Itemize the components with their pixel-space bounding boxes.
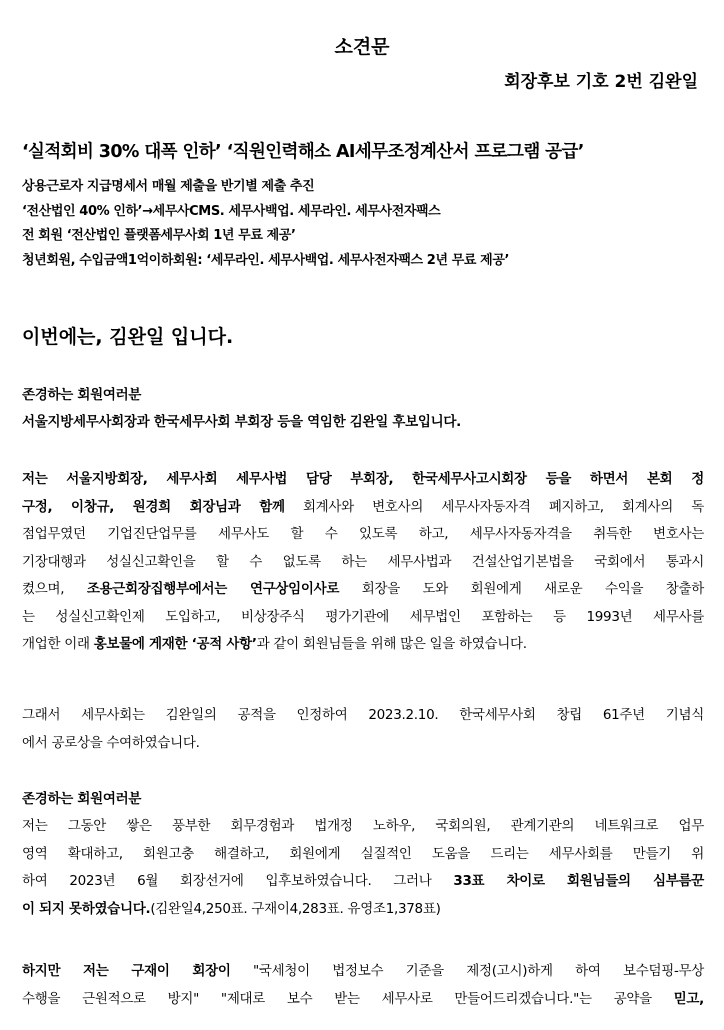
bold-text: 홍보물에 게재한 ‘공적 사항’ [93, 636, 257, 652]
plain-text: 켰으며, [22, 581, 87, 597]
paragraph-line [22, 466, 704, 494]
document-title: 소견문 [334, 36, 390, 58]
plain-text: 회계사와 변호사의 세무사자동자격 폐지하고, 회계사의 독 [284, 498, 704, 515]
paragraph-line [22, 958, 704, 986]
paragraph-line: 기장대행과 성실신고확인을 할 수 없도록 하는 세무사법과 건설산업기본법을 국회에서 통과시 [22, 553, 704, 570]
candidate-line: 회장후보 기호 2번 김완일 [504, 72, 698, 92]
bold-text: 하지만 저는 구재이 회장이 [22, 963, 231, 979]
bold-text: 조용근회장집행부에서는 연구상임이사로 [86, 581, 340, 597]
greeting-section-2 [22, 786, 704, 923]
bold-text: 이 되지 못하였습니다. [22, 900, 151, 917]
plain-text: 회장을 도와 회원에게 새로운 수익을 창출하 [339, 581, 704, 597]
intro-heading: 이번에는, 김완일 입니다. [22, 326, 234, 348]
pledge-item: ‘전산법인 40% 인하’→세무사CMS. 세무사백업. 세무라인. 세무사전자팩스 [22, 203, 441, 219]
paragraph-line: 영역 확대하고, 회원고충 해결하고, 회원에게 실질적인 도움을 드리는 세무사회를 만들기 위 [22, 845, 704, 862]
bold-text: 33표 차이로 회원님들의 심부름꾼 [453, 873, 704, 889]
bold-text: 구정, 이창규, 원경희 회장님과 함께 [22, 498, 285, 515]
paragraph-line: 는 성실신고확인제 도입하고, 비상장주식 평가기관에 세무법인 포함하는 등 1993년 세무사를 [22, 608, 704, 625]
plain-text: 개업한 이래 [22, 636, 94, 652]
greeting-section-1 [22, 382, 704, 436]
paragraph-line: 저는 그동안 쌓은 풍부한 회무경험과 법개정 노하우, 국회의원, 관계기관의 네트워크로 업무 [22, 818, 704, 834]
paragraph-line: 에서 공로상을 수여하였습니다. [22, 734, 200, 751]
paragraph-line [22, 631, 704, 659]
headline-pledge: ‘실적회비 30% 대폭 인하’ ‘직원인력해소 AI세무조정계산서 프로그램 공급’ [22, 142, 584, 162]
pledge-item: 전 회원 ‘전산법인 플랫폼세무사회 1년 무료 제공’ [22, 228, 296, 243]
pledge-item: 청년회원, 수입금액1억이하회원: ‘세무라인. 세무사백업. 세무사전자팩스 2년 무료 제공’ [22, 252, 510, 268]
pledge-item: 상용근로자 지급명세서 매월 제출을 반기별 제출 추진 [22, 179, 315, 194]
however-paragraph [22, 958, 704, 1013]
paragraph-line [22, 494, 704, 522]
pledge-list [22, 175, 712, 273]
award-paragraph [22, 702, 704, 757]
achievements-paragraph [22, 466, 704, 659]
paragraph-line [22, 576, 704, 604]
paragraph-line [22, 896, 704, 924]
plain-text: 과 같이 회원님들을 위해 많은 일을 하였습니다. [256, 636, 527, 652]
paragraph-line: 점업무였던 기업진단업무를 세무사도 할 수 있도록 하고, 세무사자동자격을 취득한 변호사는 [22, 526, 704, 542]
plain-text: (김완일4,250표. 구재이4,283표. 유영조1,378표) [150, 900, 441, 917]
candidate-intro-text: 서울지방세무사회장과 한국세무사회 부회장 등을 역임한 김완일 후보입니다. [22, 414, 461, 430]
salutation: 존경하는 회원여러분 [22, 791, 142, 807]
bold-text: 믿고, [673, 990, 704, 1007]
salutation: 존경하는 회원여러분 [22, 387, 142, 403]
bold-text: 저는 서울지방회장, 세무사회 세무사법 담당 부회장, 한국세무사고시회장 등을 하면서 본회 정 [22, 471, 704, 487]
paragraph-line [22, 986, 704, 1014]
plain-text: "국세청이 법정보수 기준을 제정(고시)하게 하여 보수덤핑-무상 [230, 963, 704, 979]
plain-text: 하여 2023년 6월 회장선거에 입후보하였습니다. 그러나 [22, 873, 454, 889]
paragraph-line: 그래서 세무사회는 김완일의 공적을 인정하여 2023.2.10. 한국세무사회 창립 61주년 기념식 [22, 707, 704, 723]
paragraph-line [22, 868, 704, 896]
plain-text: 수행을 근원적으로 방지" "제대로 보수 받는 세무사로 만들어드리겠습니다."는 공약을 [22, 990, 674, 1007]
